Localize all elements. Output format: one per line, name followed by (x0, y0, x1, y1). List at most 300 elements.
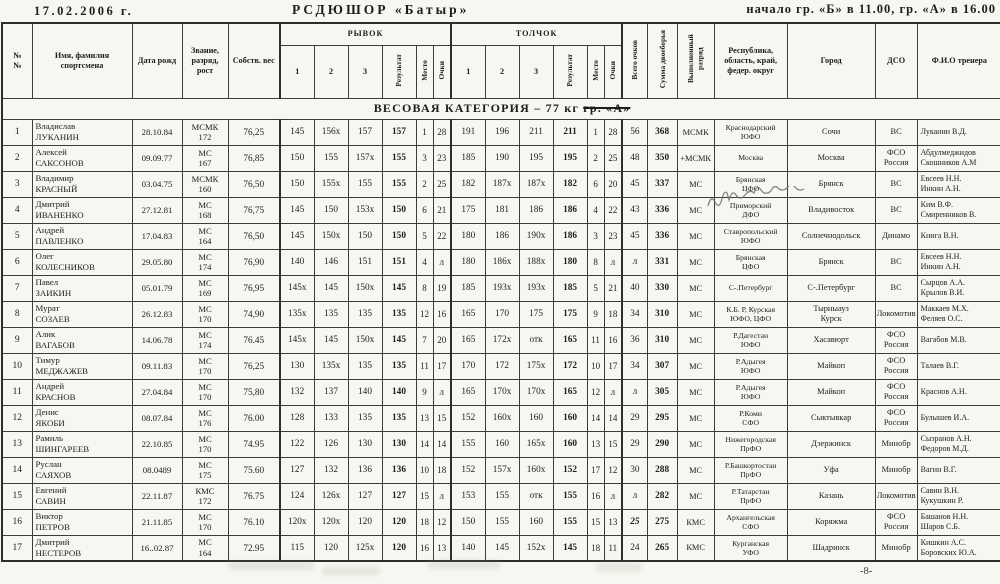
athlete-row (2, 249, 1000, 275)
cell-dob: 28.10.84 (132, 119, 182, 145)
col-city: Город (787, 23, 875, 98)
athlete-row (2, 405, 1000, 431)
cell-city: Владивосток (787, 197, 875, 223)
cell-coach: Талаев В.Г. (917, 353, 1000, 379)
cell-snatch-2: 120x (314, 509, 348, 535)
cell-snatch-3: 150x (348, 327, 382, 353)
cell-region: Брянская ЦФО (714, 249, 787, 275)
cell-city: Дзержинск (787, 431, 875, 457)
cell-jerk-result: 175 (553, 301, 587, 327)
cell-jerk-2: 186x (485, 249, 519, 275)
col-snatch-place: Место (416, 45, 433, 98)
cell-jerk-place: 12 (587, 379, 604, 405)
cell-dso: Локомотив (875, 301, 917, 327)
col-coach: Ф.И.О тренера (917, 23, 1000, 98)
cell-jerk-1: 140 (451, 535, 485, 561)
cell-dso: ВС (875, 171, 917, 197)
cell-region: Р.Башкортостан ПрФО (714, 457, 787, 483)
cell-snatch-place: 9 (416, 379, 433, 405)
cell-rank-height: МС 168 (182, 197, 228, 223)
cell-snatch-2: 120 (314, 535, 348, 561)
cell-city: Хасавюрт (787, 327, 875, 353)
cell-jerk-place: 17 (587, 457, 604, 483)
cell-snatch-result: 140 (382, 379, 416, 405)
cell-snatch-2: 135 (314, 301, 348, 327)
cell-achieved-grade: КМС (677, 509, 714, 535)
cell-snatch-1: 140 (280, 249, 314, 275)
athlete-row (2, 509, 1000, 535)
cell-jerk-place: 14 (587, 405, 604, 431)
cell-snatch-3: 157 (348, 119, 382, 145)
cell-total-points: 56 (622, 119, 647, 145)
cell-jerk-result: 155 (553, 483, 587, 509)
cell-total-sum: 310 (647, 301, 677, 327)
cell-snatch-2: 156x (314, 119, 348, 145)
cell-athlete-name: Руслан САЯХОВ (32, 457, 132, 483)
cell-snatch-1: 127 (280, 457, 314, 483)
col-snatch-attempt-2: 2 (314, 45, 348, 98)
cell-total-sum: 330 (647, 275, 677, 301)
cell-jerk-result: 186 (553, 197, 587, 223)
cell-total-points: 29 (622, 405, 647, 431)
cell-jerk-points: 17 (604, 353, 622, 379)
cell-jerk-3: отк (519, 327, 553, 353)
cell-total-sum: 290 (647, 431, 677, 457)
cell-athlete-name: Олег КОЛЕСНИКОВ (32, 249, 132, 275)
cell-snatch-3: 136 (348, 457, 382, 483)
cell-bodyweight: 76,25 (228, 119, 280, 145)
cell-jerk-3: 186 (519, 197, 553, 223)
cell-rank-height: МС 176 (182, 405, 228, 431)
col-total-sum: Сумма двоеборья (647, 23, 677, 98)
cell-total-sum: 368 (647, 119, 677, 145)
cell-snatch-2: 133 (314, 405, 348, 431)
col-jerk-attempt-3: 3 (519, 45, 553, 98)
cell-rank-height: МСМК 160 (182, 171, 228, 197)
cell-city: Майкоп (787, 379, 875, 405)
cell-city: Майкоп (787, 353, 875, 379)
cell-athlete-name: Дмитрий ИВАНЕНКО (32, 197, 132, 223)
cell-dob: 16..02.87 (132, 535, 182, 561)
cell-achieved-grade: +МСМК (677, 145, 714, 171)
col-jerk-points: Очки (604, 45, 622, 98)
cell-snatch-result: 150 (382, 197, 416, 223)
cell-jerk-1: 165 (451, 379, 485, 405)
cell-total-sum: 336 (647, 223, 677, 249)
cell-dob: 22.11.87 (132, 483, 182, 509)
cell-region: Р.Дагестан ЮФО (714, 327, 787, 353)
cell-coach: Вагабов М.В. (917, 327, 1000, 353)
athlete-row (2, 379, 1000, 405)
cell-total-sum: 331 (647, 249, 677, 275)
cell-total-points: 34 (622, 301, 647, 327)
athlete-row (2, 145, 1000, 171)
athlete-row (2, 327, 1000, 353)
scan-bleedthrough (228, 561, 314, 570)
cell-total-points: 43 (622, 197, 647, 223)
cell-snatch-result: 120 (382, 509, 416, 535)
scan-bleedthrough (428, 560, 500, 569)
cell-snatch-points: л (433, 379, 451, 405)
cell-jerk-3: 152x (519, 535, 553, 561)
cell-city: Коряжма (787, 509, 875, 535)
col-jerk-place: Место (587, 45, 604, 98)
cell-jerk-3: 170x (519, 379, 553, 405)
cell-dso: ФСО Россия (875, 509, 917, 535)
cell-snatch-place: 8 (416, 275, 433, 301)
cell-jerk-2: 160x (485, 405, 519, 431)
cell-snatch-place: 18 (416, 509, 433, 535)
cell-athlete-name: Андрей ПАВЛЕНКО (32, 223, 132, 249)
cell-jerk-3: отк (519, 483, 553, 509)
cell-jerk-result: 160 (553, 405, 587, 431)
cell-jerk-place: 10 (587, 353, 604, 379)
cell-jerk-3: 175x (519, 353, 553, 379)
cell-achieved-grade: МС (677, 171, 714, 197)
cell-bodyweight: 76.00 (228, 405, 280, 431)
cell-athlete-name: Павел ЗАИКИН (32, 275, 132, 301)
cell-snatch-place: 4 (416, 249, 433, 275)
cell-bodyweight: 76,85 (228, 145, 280, 171)
cell-snatch-points: 14 (433, 431, 451, 457)
page-number: -8- (860, 566, 873, 577)
cell-dso: Минобр (875, 431, 917, 457)
col-jerk-attempt-1: 1 (451, 45, 485, 98)
col-region: Республика, область, край, федер. округ (714, 23, 787, 98)
cell-bodyweight: 75,80 (228, 379, 280, 405)
cell-jerk-result: 160 (553, 431, 587, 457)
cell-region: С-.Петербург (714, 275, 787, 301)
cell-dso: Динамо (875, 223, 917, 249)
cell-snatch-1: 120x (280, 509, 314, 535)
cell-jerk-2: 145 (485, 535, 519, 561)
cell-jerk-1: 153 (451, 483, 485, 509)
cell-achieved-grade: МС (677, 197, 714, 223)
cell-number: 4 (2, 197, 32, 223)
cell-snatch-3: 155 (348, 171, 382, 197)
cell-snatch-place: 13 (416, 405, 433, 431)
cell-rank-height: МС 164 (182, 223, 228, 249)
cell-city: Сочи (787, 119, 875, 145)
cell-jerk-points: 12 (604, 457, 622, 483)
cell-snatch-place: 6 (416, 197, 433, 223)
cell-jerk-2: 170 (485, 301, 519, 327)
cell-achieved-grade: МС (677, 379, 714, 405)
cell-dob: 21.11.85 (132, 509, 182, 535)
cell-region: Ставропольский ЮФО (714, 223, 787, 249)
cell-jerk-result: 165 (553, 379, 587, 405)
cell-coach: Вагин В.Г. (917, 457, 1000, 483)
athlete-row (2, 483, 1000, 509)
cell-jerk-1: 155 (451, 431, 485, 457)
cell-jerk-points: 21 (604, 275, 622, 301)
cell-snatch-result: 150 (382, 223, 416, 249)
cell-jerk-1: 191 (451, 119, 485, 145)
cell-number: 11 (2, 379, 32, 405)
cell-jerk-3: 190x (519, 223, 553, 249)
cell-dso: ВС (875, 249, 917, 275)
cell-number: 16 (2, 509, 32, 535)
cell-rank-height: МС 169 (182, 275, 228, 301)
cell-jerk-3: 165x (519, 431, 553, 457)
cell-achieved-grade: МС (677, 457, 714, 483)
struck-group-label: гр. «А» (583, 101, 631, 115)
cell-dso: Локомотив (875, 483, 917, 509)
cell-total-points: 36 (622, 327, 647, 353)
cell-region: Архангельская СФО (714, 509, 787, 535)
cell-total-sum: 265 (647, 535, 677, 561)
cell-jerk-result: 180 (553, 249, 587, 275)
cell-jerk-points: 18 (604, 301, 622, 327)
cell-coach: Булышев И.А. (917, 405, 1000, 431)
cell-region: Р.Коми СФО (714, 405, 787, 431)
cell-snatch-result: 127 (382, 483, 416, 509)
cell-jerk-points: 13 (604, 509, 622, 535)
cell-jerk-result: 195 (553, 145, 587, 171)
cell-total-sum: 295 (647, 405, 677, 431)
cell-snatch-points: 20 (433, 327, 451, 353)
col-achieved-grade: Выполненный разряд (677, 23, 714, 98)
cell-snatch-3: 130 (348, 431, 382, 457)
cell-snatch-2: 126 (314, 431, 348, 457)
cell-snatch-3: 120 (348, 509, 382, 535)
cell-snatch-result: 120 (382, 535, 416, 561)
cell-jerk-3: 160 (519, 509, 553, 535)
cell-snatch-result: 136 (382, 457, 416, 483)
cell-jerk-3: 193x (519, 275, 553, 301)
cell-jerk-points: 20 (604, 171, 622, 197)
cell-number: 7 (2, 275, 32, 301)
cell-jerk-1: 175 (451, 197, 485, 223)
cell-jerk-points: 23 (604, 223, 622, 249)
cell-snatch-1: 124 (280, 483, 314, 509)
cell-dob: 27.12.81 (132, 197, 182, 223)
cell-jerk-2: 187x (485, 171, 519, 197)
cell-dso: ФСО Россия (875, 405, 917, 431)
cell-snatch-place: 15 (416, 483, 433, 509)
cell-region: Краснодарский ЮФО (714, 119, 787, 145)
cell-coach: Савин В.Н. Кукушкин Р. (917, 483, 1000, 509)
cell-snatch-2: 150x (314, 223, 348, 249)
cell-snatch-3: 153x (348, 197, 382, 223)
cell-bodyweight: 72.95 (228, 535, 280, 561)
cell-dob: 09.11.83 (132, 353, 182, 379)
cell-dob: 29.05.80 (132, 249, 182, 275)
cell-coach: Сызранов А.Н. Федоров М.Д. (917, 431, 1000, 457)
organization-title: РСДЮШОР «Батыр» (292, 2, 470, 17)
cell-dob: 17.04.83 (132, 223, 182, 249)
athlete-row (2, 119, 1000, 145)
cell-total-points: 25 (622, 509, 647, 535)
cell-coach: Луканин В.Д. (917, 119, 1000, 145)
cell-number: 8 (2, 301, 32, 327)
cell-snatch-place: 12 (416, 301, 433, 327)
cell-achieved-grade: МС (677, 249, 714, 275)
cell-dob: 27.04.84 (132, 379, 182, 405)
col-group-snatch: РЫВОК (280, 23, 451, 45)
cell-dso: ВС (875, 197, 917, 223)
cell-jerk-place: 18 (587, 535, 604, 561)
athlete-row (2, 301, 1000, 327)
cell-jerk-2: 172x (485, 327, 519, 353)
cell-snatch-1: 145 (280, 119, 314, 145)
cell-jerk-1: 185 (451, 275, 485, 301)
cell-city: Солнечнодольск (787, 223, 875, 249)
cell-athlete-name: Владимир КРАСНЫЙ (32, 171, 132, 197)
cell-jerk-1: 182 (451, 171, 485, 197)
weight-category-row (2, 98, 1000, 119)
cell-jerk-place: 8 (587, 249, 604, 275)
cell-snatch-points: 22 (433, 223, 451, 249)
cell-total-sum: 307 (647, 353, 677, 379)
cell-achieved-grade: МС (677, 431, 714, 457)
cell-jerk-2: 193x (485, 275, 519, 301)
cell-dso: ФСО Россия (875, 353, 917, 379)
col-dso: ДСО (875, 23, 917, 98)
athlete-row (2, 457, 1000, 483)
cell-dso: ВС (875, 119, 917, 145)
cell-snatch-1: 122 (280, 431, 314, 457)
cell-city: Брянск (787, 171, 875, 197)
cell-snatch-3: 151 (348, 249, 382, 275)
cell-snatch-points: 15 (433, 405, 451, 431)
cell-bodyweight: 76,90 (228, 249, 280, 275)
cell-jerk-1: 165 (451, 301, 485, 327)
cell-bodyweight: 76.45 (228, 327, 280, 353)
cell-jerk-3: 188x (519, 249, 553, 275)
cell-jerk-place: 11 (587, 327, 604, 353)
cell-rank-height: МС 175 (182, 457, 228, 483)
cell-snatch-2: 132 (314, 457, 348, 483)
cell-total-points: л (622, 483, 647, 509)
col-jerk-attempt-2: 2 (485, 45, 519, 98)
cell-snatch-1: 145 (280, 197, 314, 223)
cell-snatch-1: 145 (280, 223, 314, 249)
cell-jerk-points: 14 (604, 405, 622, 431)
cell-total-points: 29 (622, 431, 647, 457)
cell-region: Нижегородская ПрФО (714, 431, 787, 457)
cell-athlete-name: Денис ЯКОБИ (32, 405, 132, 431)
cell-snatch-points: 28 (433, 119, 451, 145)
cell-total-points: 40 (622, 275, 647, 301)
cell-region: Р.Адыгея ЮФО (714, 379, 787, 405)
col-snatch-result: Результат (382, 45, 416, 98)
cell-total-points: л (622, 249, 647, 275)
cell-snatch-points: 12 (433, 509, 451, 535)
cell-snatch-points: 17 (433, 353, 451, 379)
cell-total-sum: 288 (647, 457, 677, 483)
cell-jerk-points: 16 (604, 327, 622, 353)
cell-bodyweight: 74.95 (228, 431, 280, 457)
cell-snatch-points: л (433, 249, 451, 275)
cell-jerk-result: 155 (553, 509, 587, 535)
cell-snatch-result: 130 (382, 431, 416, 457)
cell-region: Курганская УФО (714, 535, 787, 561)
cell-bodyweight: 76.75 (228, 483, 280, 509)
cell-snatch-2: 155x (314, 171, 348, 197)
results-tbody (2, 98, 1000, 561)
cell-dob: 08.0489 (132, 457, 182, 483)
cell-jerk-2: 186 (485, 223, 519, 249)
cell-jerk-points: л (604, 249, 622, 275)
cell-snatch-2: 145 (314, 275, 348, 301)
cell-jerk-result: 165 (553, 327, 587, 353)
col-jerk-result: Результат (553, 45, 587, 98)
cell-snatch-result: 145 (382, 327, 416, 353)
cell-jerk-place: 3 (587, 223, 604, 249)
cell-coach: Краснов А.Н. (917, 379, 1000, 405)
cell-snatch-place: 7 (416, 327, 433, 353)
cell-jerk-result: 211 (553, 119, 587, 145)
cell-snatch-result: 135 (382, 353, 416, 379)
cell-snatch-place: 5 (416, 223, 433, 249)
cell-athlete-name: Андрей КРАСНОВ (32, 379, 132, 405)
cell-snatch-points: 13 (433, 535, 451, 561)
cell-jerk-result: 186 (553, 223, 587, 249)
cell-jerk-points: л (604, 379, 622, 405)
col-total-points: Всего очков (622, 23, 647, 98)
cell-coach: Ким В.Ф. Смиренников В. (917, 197, 1000, 223)
cell-jerk-2: 155 (485, 483, 519, 509)
col-snatch-points: Очки (433, 45, 451, 98)
cell-snatch-place: 11 (416, 353, 433, 379)
cell-snatch-3: 127 (348, 483, 382, 509)
cell-total-points: 30 (622, 457, 647, 483)
weight-category-title: ВЕСОВАЯ КАТЕГОРИЯ – 77 кг гр. «А» (2, 98, 1000, 119)
cell-total-sum: 305 (647, 379, 677, 405)
cell-snatch-1: 115 (280, 535, 314, 561)
col-snatch-attempt-1: 1 (280, 45, 314, 98)
cell-coach: Маккаев М.Х. Феляев О.С. (917, 301, 1000, 327)
cell-achieved-grade: МС (677, 405, 714, 431)
athlete-row (2, 223, 1000, 249)
cell-dso: ВС (875, 275, 917, 301)
cell-snatch-1: 130 (280, 353, 314, 379)
cell-jerk-place: 15 (587, 509, 604, 535)
cell-jerk-1: 180 (451, 249, 485, 275)
cell-jerk-1: 180 (451, 223, 485, 249)
col-snatch-attempt-3: 3 (348, 45, 382, 98)
cell-rank-height: МСМК 172 (182, 119, 228, 145)
cell-city: Сыктывкар (787, 405, 875, 431)
cell-total-sum: 350 (647, 145, 677, 171)
cell-snatch-1: 135x (280, 301, 314, 327)
cell-snatch-points: 21 (433, 197, 451, 223)
cell-snatch-1: 132 (280, 379, 314, 405)
cell-snatch-points: 19 (433, 275, 451, 301)
cell-jerk-place: 1 (587, 119, 604, 145)
cell-dso: ФСО Россия (875, 145, 917, 171)
cell-snatch-3: 135 (348, 353, 382, 379)
scan-bleedthrough (596, 563, 642, 571)
cell-number: 1 (2, 119, 32, 145)
cell-snatch-result: 151 (382, 249, 416, 275)
cell-snatch-points: л (433, 483, 451, 509)
cell-jerk-points: 22 (604, 197, 622, 223)
cell-rank-height: МС 170 (182, 379, 228, 405)
cell-city: Брянск (787, 249, 875, 275)
cell-jerk-place: 9 (587, 301, 604, 327)
cell-jerk-place: 4 (587, 197, 604, 223)
cell-snatch-2: 155 (314, 145, 348, 171)
cell-snatch-points: 23 (433, 145, 451, 171)
cell-snatch-3: 125x (348, 535, 382, 561)
cell-coach: Абдулмеджидов Скошников А.М (917, 145, 1000, 171)
cell-total-sum: 275 (647, 509, 677, 535)
cell-city: Казань (787, 483, 875, 509)
cell-bodyweight: 76.10 (228, 509, 280, 535)
cell-total-points: л (622, 379, 647, 405)
